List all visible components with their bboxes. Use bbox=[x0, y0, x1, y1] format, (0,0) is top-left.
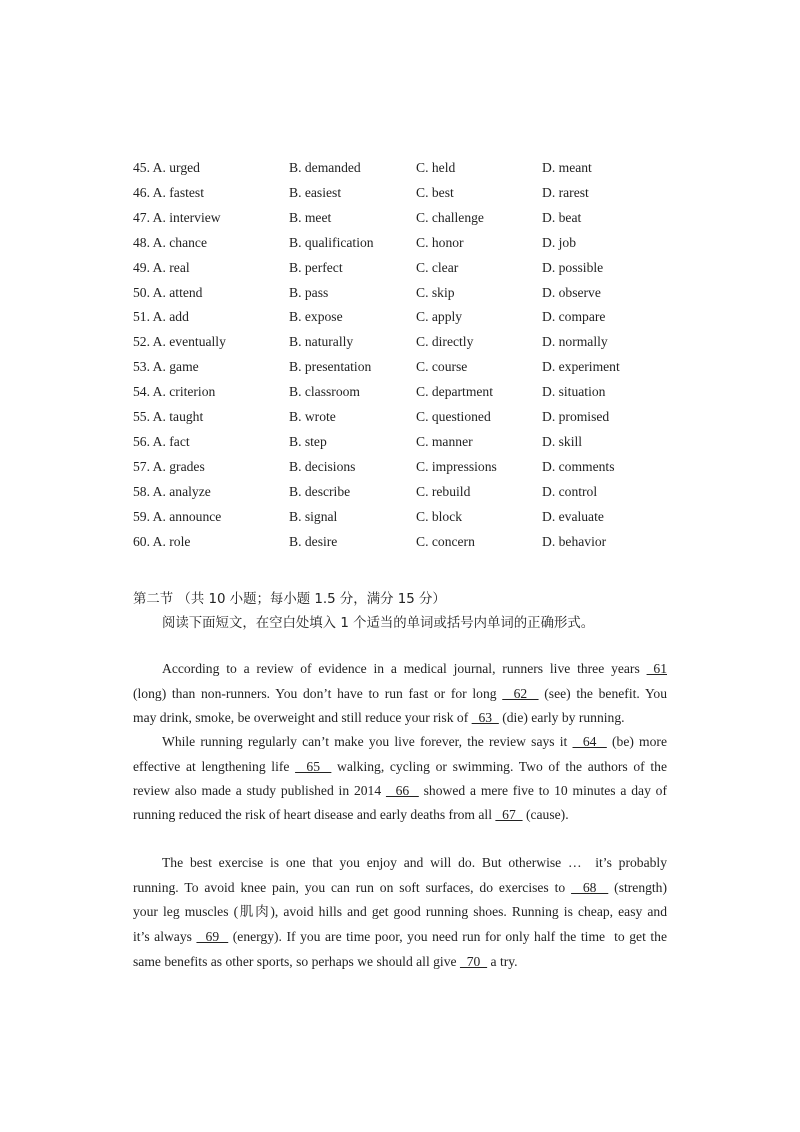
option-a: 57. A. grades bbox=[133, 458, 205, 474]
passage-text: (see) the benefit. You bbox=[538, 686, 667, 701]
passage-text: While running regularly can’t make you live forever, the review says it bbox=[162, 734, 573, 749]
passage-text: review also made a study published in 2014 bbox=[133, 783, 386, 798]
option-a: 50. A. attend bbox=[133, 284, 203, 300]
question-row bbox=[133, 307, 673, 327]
option-b: B. easiest bbox=[289, 184, 342, 200]
option-d: D. comments bbox=[542, 458, 615, 474]
option-c: C. rebuild bbox=[416, 483, 471, 499]
option-a: 54. A. criterion bbox=[133, 384, 216, 400]
option-b: B. wrote bbox=[289, 409, 336, 424]
question-row bbox=[133, 482, 673, 502]
answer-blank: 63 bbox=[471, 710, 499, 725]
passage-text: same benefits as other sports, so perhaps we should all give bbox=[133, 954, 460, 969]
question-row bbox=[133, 382, 673, 402]
option-a: 51. A. add bbox=[133, 309, 189, 325]
option-d: D. skill bbox=[542, 433, 583, 449]
option-b: B. perfect bbox=[289, 259, 343, 275]
answer-blank: 61 bbox=[646, 661, 667, 676]
passage-line bbox=[133, 684, 667, 704]
answer-blank: 65 bbox=[295, 759, 332, 774]
answer-blank: 64 bbox=[572, 734, 607, 749]
option-d: D. observe bbox=[542, 284, 601, 300]
option-a: 60. A. role bbox=[133, 533, 191, 549]
option-d: D. evaluate bbox=[542, 508, 604, 524]
passage-line bbox=[133, 927, 667, 947]
passage-line bbox=[162, 853, 667, 873]
option-c: C. challenge bbox=[416, 209, 484, 225]
passage-line bbox=[133, 757, 667, 777]
option-d: D. meant bbox=[542, 160, 592, 175]
answer-blank: 62 bbox=[502, 686, 539, 701]
passage-text: showed a mere five to 10 minutes a day of bbox=[418, 783, 668, 798]
passage-text: running reduced the risk of heart disease and early deaths from all bbox=[133, 807, 496, 822]
option-d: D. possible bbox=[542, 259, 604, 275]
option-c: C. questioned bbox=[416, 409, 491, 424]
option-b: B. classroom bbox=[289, 384, 360, 400]
answer-blank: 68 bbox=[571, 880, 609, 895]
option-a: 58. A. analyze bbox=[133, 483, 211, 499]
option-b: B. decisions bbox=[289, 458, 356, 474]
passage-text: walking, cycling or swimming. Two of the authors of the bbox=[331, 759, 667, 774]
option-a: 53. A. game bbox=[133, 359, 199, 375]
passage-text: (cause). bbox=[522, 807, 569, 822]
option-c: C. directly bbox=[416, 334, 474, 350]
passage-line bbox=[133, 708, 667, 728]
option-c: C. block bbox=[416, 508, 463, 524]
option-c: C. impressions bbox=[416, 458, 497, 474]
option-a: 45. A. urged bbox=[133, 160, 200, 175]
question-row bbox=[133, 507, 673, 527]
option-d: D. rarest bbox=[542, 184, 589, 200]
option-b: B. desire bbox=[289, 533, 338, 549]
option-c: C. apply bbox=[416, 309, 463, 325]
option-c: C. course bbox=[416, 359, 468, 375]
passage-text: a try. bbox=[487, 954, 518, 969]
option-d: D. control bbox=[542, 483, 598, 499]
option-a: 49. A. real bbox=[133, 259, 190, 275]
question-row bbox=[133, 158, 673, 178]
passage-line bbox=[133, 902, 667, 922]
passage-line bbox=[133, 805, 667, 825]
passage-line bbox=[133, 878, 667, 898]
question-row bbox=[133, 357, 673, 377]
option-b: B. signal bbox=[289, 508, 338, 524]
passage-line bbox=[162, 732, 667, 752]
section-instruction: 阅读下面短文，在空白处填入 1 个适当的单词或括号内单词的正确形式。 bbox=[162, 616, 595, 631]
question-row bbox=[133, 283, 673, 303]
passage-text: may drink, smoke, be overweight and still reduce your risk of bbox=[133, 710, 472, 725]
option-b: B. demanded bbox=[289, 160, 361, 175]
option-b: B. step bbox=[289, 433, 327, 449]
option-a: 55. A. taught bbox=[133, 409, 204, 424]
section-heading: 第二节 （共 10 小题；每小题 1.5 分，满分 15 分） bbox=[133, 592, 446, 607]
option-b: B. describe bbox=[289, 483, 351, 499]
passage-line bbox=[162, 659, 667, 679]
question-row bbox=[133, 233, 673, 253]
option-b: B. qualification bbox=[289, 234, 374, 250]
option-d: D. situation bbox=[542, 384, 606, 400]
option-d: D. experiment bbox=[542, 359, 620, 375]
option-d: D. compare bbox=[542, 309, 606, 325]
question-row bbox=[133, 332, 673, 352]
option-c: C. manner bbox=[416, 433, 473, 449]
passage-text: effective at lengthening life bbox=[133, 759, 296, 774]
option-a: 52. A. eventually bbox=[133, 334, 226, 350]
option-c: C. skip bbox=[416, 284, 455, 300]
passage-text: The best exercise is one that you enjoy and will do. But otherwise … it’s probably bbox=[162, 855, 667, 870]
option-b: B. presentation bbox=[289, 359, 372, 375]
option-c: C. department bbox=[416, 384, 494, 400]
question-row bbox=[133, 258, 673, 278]
option-b: B. expose bbox=[289, 309, 343, 325]
question-row bbox=[133, 432, 673, 452]
option-a: 46. A. fastest bbox=[133, 184, 204, 200]
option-d: D. beat bbox=[542, 209, 582, 225]
question-row bbox=[133, 407, 673, 427]
option-b: B. pass bbox=[289, 284, 329, 300]
option-a: 48. A. chance bbox=[133, 234, 207, 250]
option-b: B. naturally bbox=[289, 334, 354, 350]
answer-blank: 70 bbox=[459, 954, 488, 969]
passage-line bbox=[133, 952, 667, 972]
answer-blank: 66 bbox=[385, 783, 419, 798]
option-d: D. job bbox=[542, 234, 576, 250]
passage-text: it’s always bbox=[133, 929, 197, 944]
question-row bbox=[133, 208, 673, 228]
option-d: D. promised bbox=[542, 409, 610, 424]
option-c: C. held bbox=[416, 160, 456, 175]
passage-text: (energy). If you are time poor, you need run for only half the time to get the bbox=[228, 929, 667, 944]
passage-text: (be) more bbox=[606, 734, 667, 749]
passage-text: (strength) bbox=[608, 880, 668, 895]
option-c: C. best bbox=[416, 184, 454, 200]
question-row bbox=[133, 532, 673, 552]
passage-text: (die) early by running. bbox=[498, 710, 625, 725]
option-c: C. clear bbox=[416, 259, 459, 275]
option-c: C. concern bbox=[416, 533, 475, 549]
answer-blank: 67 bbox=[495, 807, 523, 822]
passage-text: your leg muscles (肌肉), avoid hills and get good running shoes. Running is cheap, easy and bbox=[133, 904, 667, 919]
option-a: 56. A. fact bbox=[133, 433, 190, 449]
passage-line bbox=[133, 781, 667, 801]
answer-blank: 69 bbox=[196, 929, 229, 944]
option-b: B. meet bbox=[289, 209, 332, 225]
passage-text: running. To avoid knee pain, you can run on soft surfaces, do exercises to bbox=[133, 880, 572, 895]
question-row bbox=[133, 183, 673, 203]
option-c: C. honor bbox=[416, 234, 464, 250]
option-a: 47. A. interview bbox=[133, 209, 221, 225]
question-row bbox=[133, 457, 673, 477]
passage-text: (long) than non-runners. You don’t have to run fast or for long bbox=[133, 686, 503, 701]
option-d: D. behavior bbox=[542, 533, 607, 549]
passage-text: According to a review of evidence in a medical journal, runners live three years bbox=[162, 661, 647, 676]
option-a: 59. A. announce bbox=[133, 508, 222, 524]
option-d: D. normally bbox=[542, 334, 608, 350]
